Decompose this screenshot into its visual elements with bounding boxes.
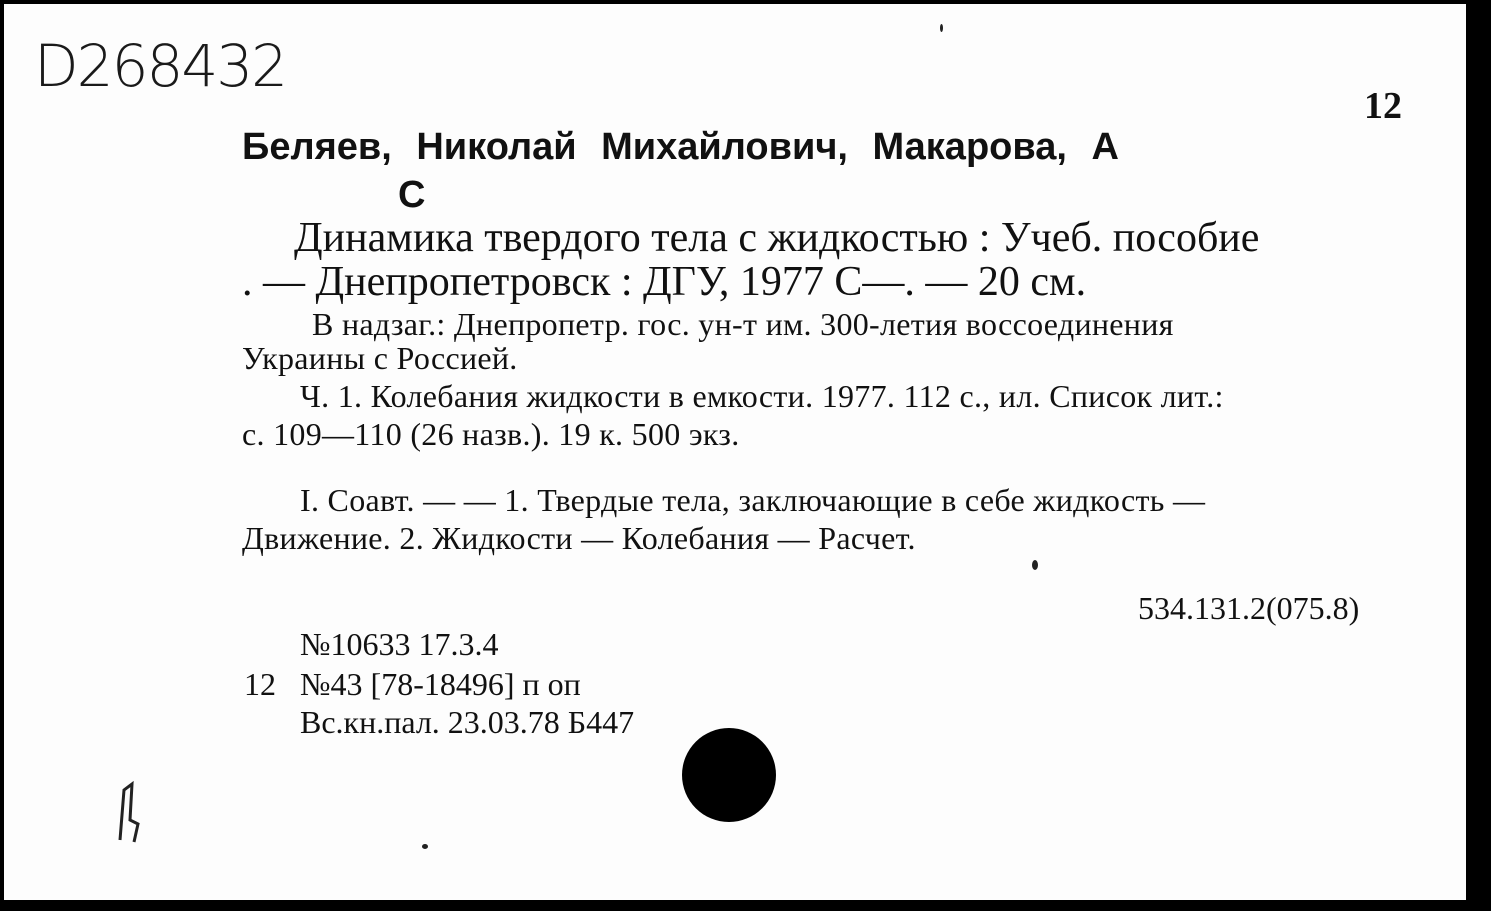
ink-speck [422,844,428,849]
part-line-1: Ч. 1. Колебания жидкости в емкости. 1977. 112 с., ил. Список лит.: [300,378,1224,414]
record-line-2: №43 [78-18496] п оп [300,666,581,702]
ink-speck [940,24,943,32]
author-initial: С [398,174,426,216]
record-number: 12 [244,666,276,702]
title-line-2: . — Днепропетровск : ДГУ, 1977 С—. — 20 см. [242,259,1087,305]
ink-speck [1032,560,1038,570]
record-line-3: Вс.кн.пал. 23.03.78 Б447 [300,704,635,740]
part-line-2: с. 109—110 (26 назв.). 19 к. 500 экз. [242,416,740,452]
call-number: D268432 [34,32,287,100]
udc-code: 534.131.2(075.8) [1138,590,1360,626]
record-line-1: №10633 17.3.4 [300,626,499,662]
author-line: Беляев, Николай Михайлович, Макарова, А [242,126,1119,168]
title-line-1: Динамика твердого тела с жидкостью : Учеб. пособие [294,215,1260,261]
handwritten-mark-icon [112,780,142,846]
subject-line-1: I. Соавт. — — 1. Твердые тела, заключающие в себе жидкость — [300,482,1206,518]
punch-hole [682,728,776,822]
card-number: 12 [1364,85,1402,127]
catalog-card [4,4,1466,900]
subject-line-2: Движение. 2. Жидкости — Колебания — Расчет. [242,520,916,556]
note-line-2: Украины с Россией. [242,340,518,376]
note-line-1: В надзаг.: Днепропетр. гос. ун-т им. 300-летия воссоединения [312,306,1174,342]
